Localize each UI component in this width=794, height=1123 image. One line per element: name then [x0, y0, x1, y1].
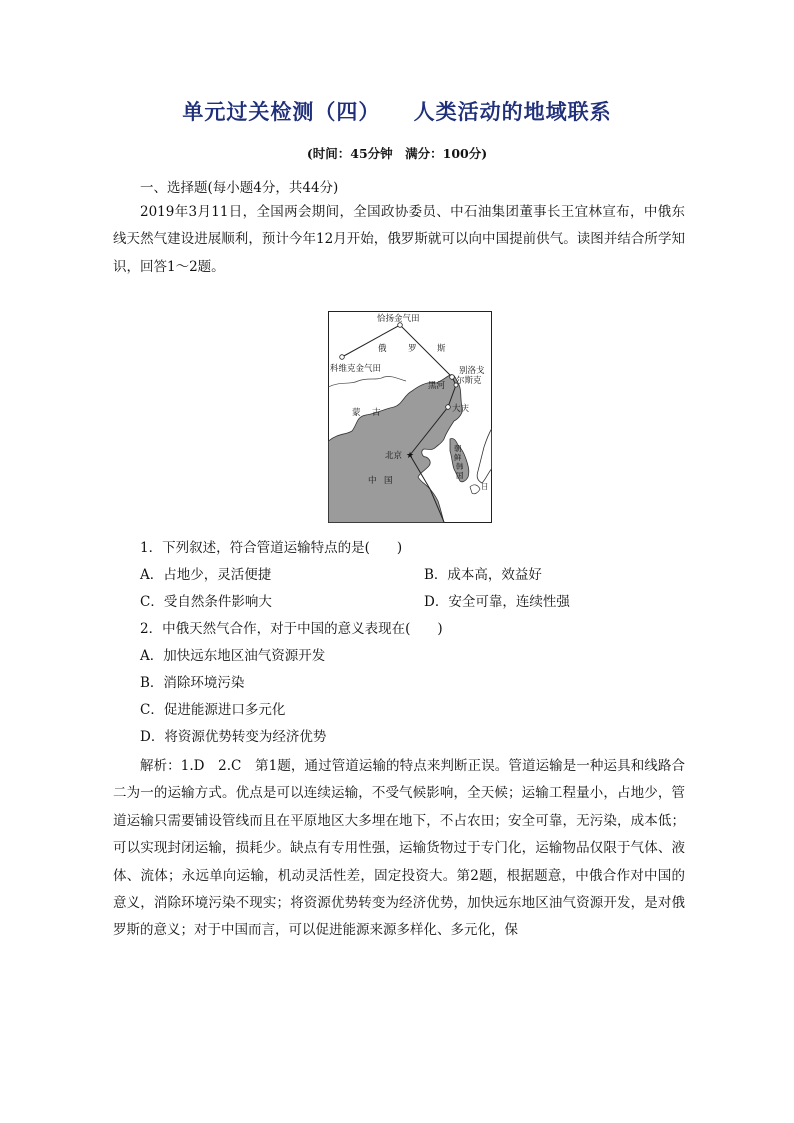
label-kovykta: 科维克金气田 — [330, 364, 382, 374]
label-russia-2: 罗 — [408, 344, 417, 354]
question-1-option-d[interactable]: D．安全可靠，连续性强 — [424, 594, 570, 610]
label-chayanda: 恰扬金气田 — [377, 314, 420, 324]
question-2-option-a[interactable]: A．加快远东地区油气资源开发 — [140, 648, 326, 664]
intro-paragraph: 2019年3月11日，全国两会期间，全国政协委员、中石油集团董事长王宜林宣布，中俄东线天然气建设进展顺利，预计今年12月开始，俄罗斯就可以向中国提前供气。读图并结合所学知识，回答1～2题。 — [113, 204, 685, 275]
label-china-2: 国 — [384, 476, 393, 486]
pipeline-map — [328, 311, 492, 523]
question-1-option-c[interactable]: C．受自然条件影响大 — [140, 594, 272, 610]
label-beijing: 北京 — [385, 451, 403, 461]
question-1-option-b[interactable]: B．成本高，效益好 — [424, 567, 542, 583]
label-russia-1: 俄 — [378, 344, 387, 354]
exam-info: (时间：45分钟 满分：100分) — [306, 146, 488, 161]
label-china-1: 中 — [368, 476, 377, 486]
daqing-node — [446, 405, 451, 410]
label-belogorsk-2: 尔斯克 — [456, 376, 482, 386]
question-2-option-b[interactable]: B．消除环境污染 — [140, 675, 245, 691]
analysis-paragraph: 解析：1.D 2.C 第1题，通过管道运输的特点来判断正误。管道运输是一种运具和线路合二为一的运输方式。优点是可以连续运输，不受气候影响，全天候；运输工程量小，占地少，管道运输只需要铺设管线而且在平原地区大多埋在地下，不占农田；安全可靠，无污染，成本低；可以实现封闭运输，损耗少。缺点有专用性强，运输货物过于专门化，运输物品仅限于气体、液体、流体；永远单向运输，机动灵活性差，固定投资大。第2题，根据题意，中俄合作对中国的意义，消除环境污染不现实；将资源优势转变为经济优势，加快远东地区油气资源开发，是对俄罗斯的意义；对于中国而言，可以促进能源来源多样化、多元化，保 — [113, 758, 685, 939]
label-mongolia-2: 古 — [372, 408, 381, 418]
kovykta-node — [340, 355, 345, 360]
label-heihe: 黑河 — [428, 381, 446, 391]
beijing-star-icon: ★ — [405, 451, 415, 461]
page-title: 单元过关检测（四） 人类活动的地域联系 — [182, 99, 612, 124]
label-korea-4: 国 — [456, 471, 464, 480]
label-korea-1: 朝 — [454, 444, 462, 453]
label-russia-3: 斯 — [437, 344, 446, 354]
label-japan: 日 — [481, 482, 489, 491]
label-korea-2: 鲜 — [454, 453, 462, 462]
label-daqing: 大庆 — [452, 404, 470, 414]
question-2-option-d[interactable]: D．将资源优势转变为经济优势 — [140, 729, 327, 745]
label-belogorsk-1: 别洛戈 — [459, 366, 485, 376]
question-2-stem: 2．中俄天然气合作，对于中国的意义表现在( ) — [140, 621, 443, 637]
question-2-option-c[interactable]: C．促进能源进口多元化 — [140, 702, 286, 718]
belogorsk-node — [450, 375, 455, 380]
label-korea-3: 韩 — [456, 462, 464, 471]
label-mongolia-1: 蒙 — [352, 408, 361, 418]
question-1-option-a[interactable]: A．占地少，灵活便捷 — [140, 567, 272, 583]
section-heading: 一、选择题(每小题4分，共44分) — [140, 180, 339, 196]
question-1-stem: 1．下列叙述，符合管道运输特点的是( ) — [140, 540, 403, 556]
